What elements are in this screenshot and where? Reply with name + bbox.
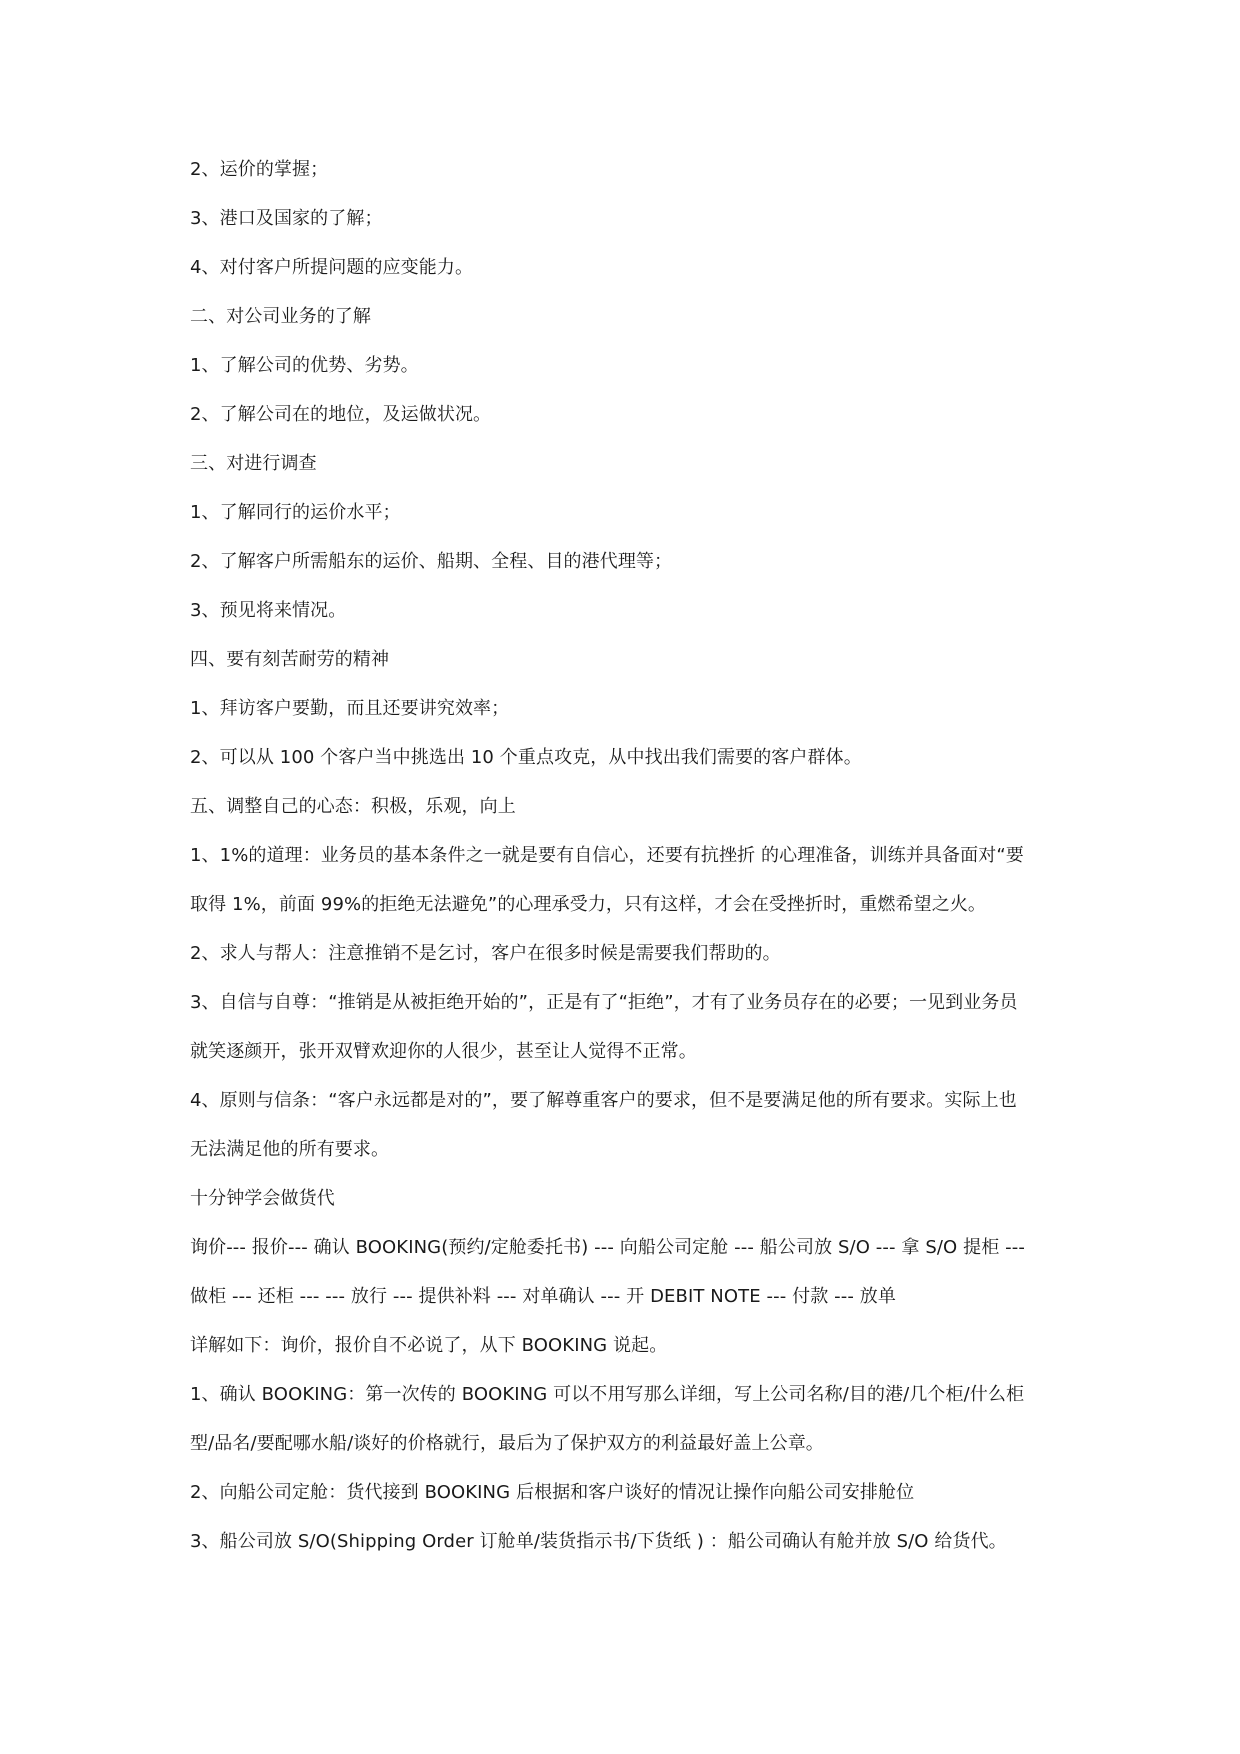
list-item-freight-rate-knowledge: 2、运价的掌握； xyxy=(190,159,329,180)
paragraph-booking-line-1: 1、确认 BOOKING：第一次传的 BOOKING 可以不用写那么详细，写上公司名称/目的港/几个柜/什么柜 xyxy=(190,1384,1025,1405)
list-item-response-ability: 4、对付客户所提问题的应变能力。 xyxy=(190,257,474,278)
paragraph-confidence-line-1: 3、自信与自尊：“推销是从被拒绝开始的”，正是有了“拒绝”，才有了业务员存在的必要；一见到业务员 xyxy=(190,992,1018,1013)
process-flow-line-1: 询价--- 报价--- 确认 BOOKING(预约/定舱委托书) --- 向船公司定舱 --- 船公司放 S/O --- 拿 S/O 提柜 --- xyxy=(190,1237,1025,1258)
paragraph-principles-line-1: 4、原则与信条：“客户永远都是对的”，要了解尊重客户的要求，但不是要满足他的所有要求。实际上也 xyxy=(190,1090,1017,1111)
paragraph-confidence-line-2: 就笑逐颜开，张开双臂欢迎你的人很少，甚至让人觉得不正常。 xyxy=(190,1041,697,1062)
paragraph-booking-line-2: 型/品名/要配哪水船/谈好的价格就行，最后为了保护双方的利益最好盖上公章。 xyxy=(190,1433,824,1454)
list-item-company-strengths: 1、了解公司的优势、劣势。 xyxy=(190,355,419,376)
process-flow-line-2: 做柜 --- 还柜 --- --- 放行 --- 提供补料 --- 对单确认 --- 开 DEBIT NOTE --- 付款 --- 放单 xyxy=(190,1286,896,1307)
paragraph-one-percent-line-2: 取得 1%，前面 99%的拒绝无法避免”的心理承受力，只有这样，才会在受挫折时，重燃希望之火。 xyxy=(190,894,987,915)
list-item-visit-customers: 1、拜访客户要勤，而且还要讲究效率； xyxy=(190,698,510,719)
paragraph-one-percent-line-1: 1、1%的道理：业务员的基本条件之一就是要有自信心，还要有抗挫折 的心理准备，训练并具备面对“要 xyxy=(190,845,1024,866)
list-item-foresee-future: 3、预见将来情况。 xyxy=(190,600,347,621)
paragraph-principles-line-2: 无法满足他的所有要求。 xyxy=(190,1139,390,1160)
paragraph-book-space: 2、向船公司定舱：货代接到 BOOKING 后根据和客户谈好的情况让操作向船公司安排舱位 xyxy=(190,1482,915,1503)
list-item-company-position: 2、了解公司在的地位，及运做状况。 xyxy=(190,404,492,425)
section-heading-freight-forwarding: 十分钟学会做货代 xyxy=(190,1188,335,1209)
list-item-select-key-customers: 2、可以从 100 个客户当中挑选出 10 个重点攻克，从中找出我们需要的客户群体。 xyxy=(190,747,862,768)
section-heading-company-business: 二、对公司业务的了解 xyxy=(190,306,371,327)
paragraph-ask-and-help: 2、求人与帮人：注意推销不是乞讨，客户在很多时候是需要我们帮助的。 xyxy=(190,943,781,964)
paragraph-shipping-order: 3、船公司放 S/O(Shipping Order 订舱单/装货指示书/下货纸 ) ：船公司确认有舱并放 S/O 给货代。 xyxy=(190,1531,1007,1552)
list-item-customer-needs: 2、了解客户所需船东的运价、船期、全程、目的港代理等； xyxy=(190,551,673,572)
document-body xyxy=(190,158,1070,1579)
list-item-port-country-knowledge: 3、港口及国家的了解； xyxy=(190,208,383,229)
section-heading-mindset: 五、调整自己的心态：积极，乐观，向上 xyxy=(190,796,516,817)
paragraph-details-intro: 详解如下：询价，报价自不必说了，从下 BOOKING 说起。 xyxy=(190,1335,668,1356)
list-item-peer-rates: 1、了解同行的运价水平； xyxy=(190,502,401,523)
section-heading-investigation: 三、对进行调查 xyxy=(190,453,317,474)
section-heading-hard-work: 四、要有刻苦耐劳的精神 xyxy=(190,649,390,670)
